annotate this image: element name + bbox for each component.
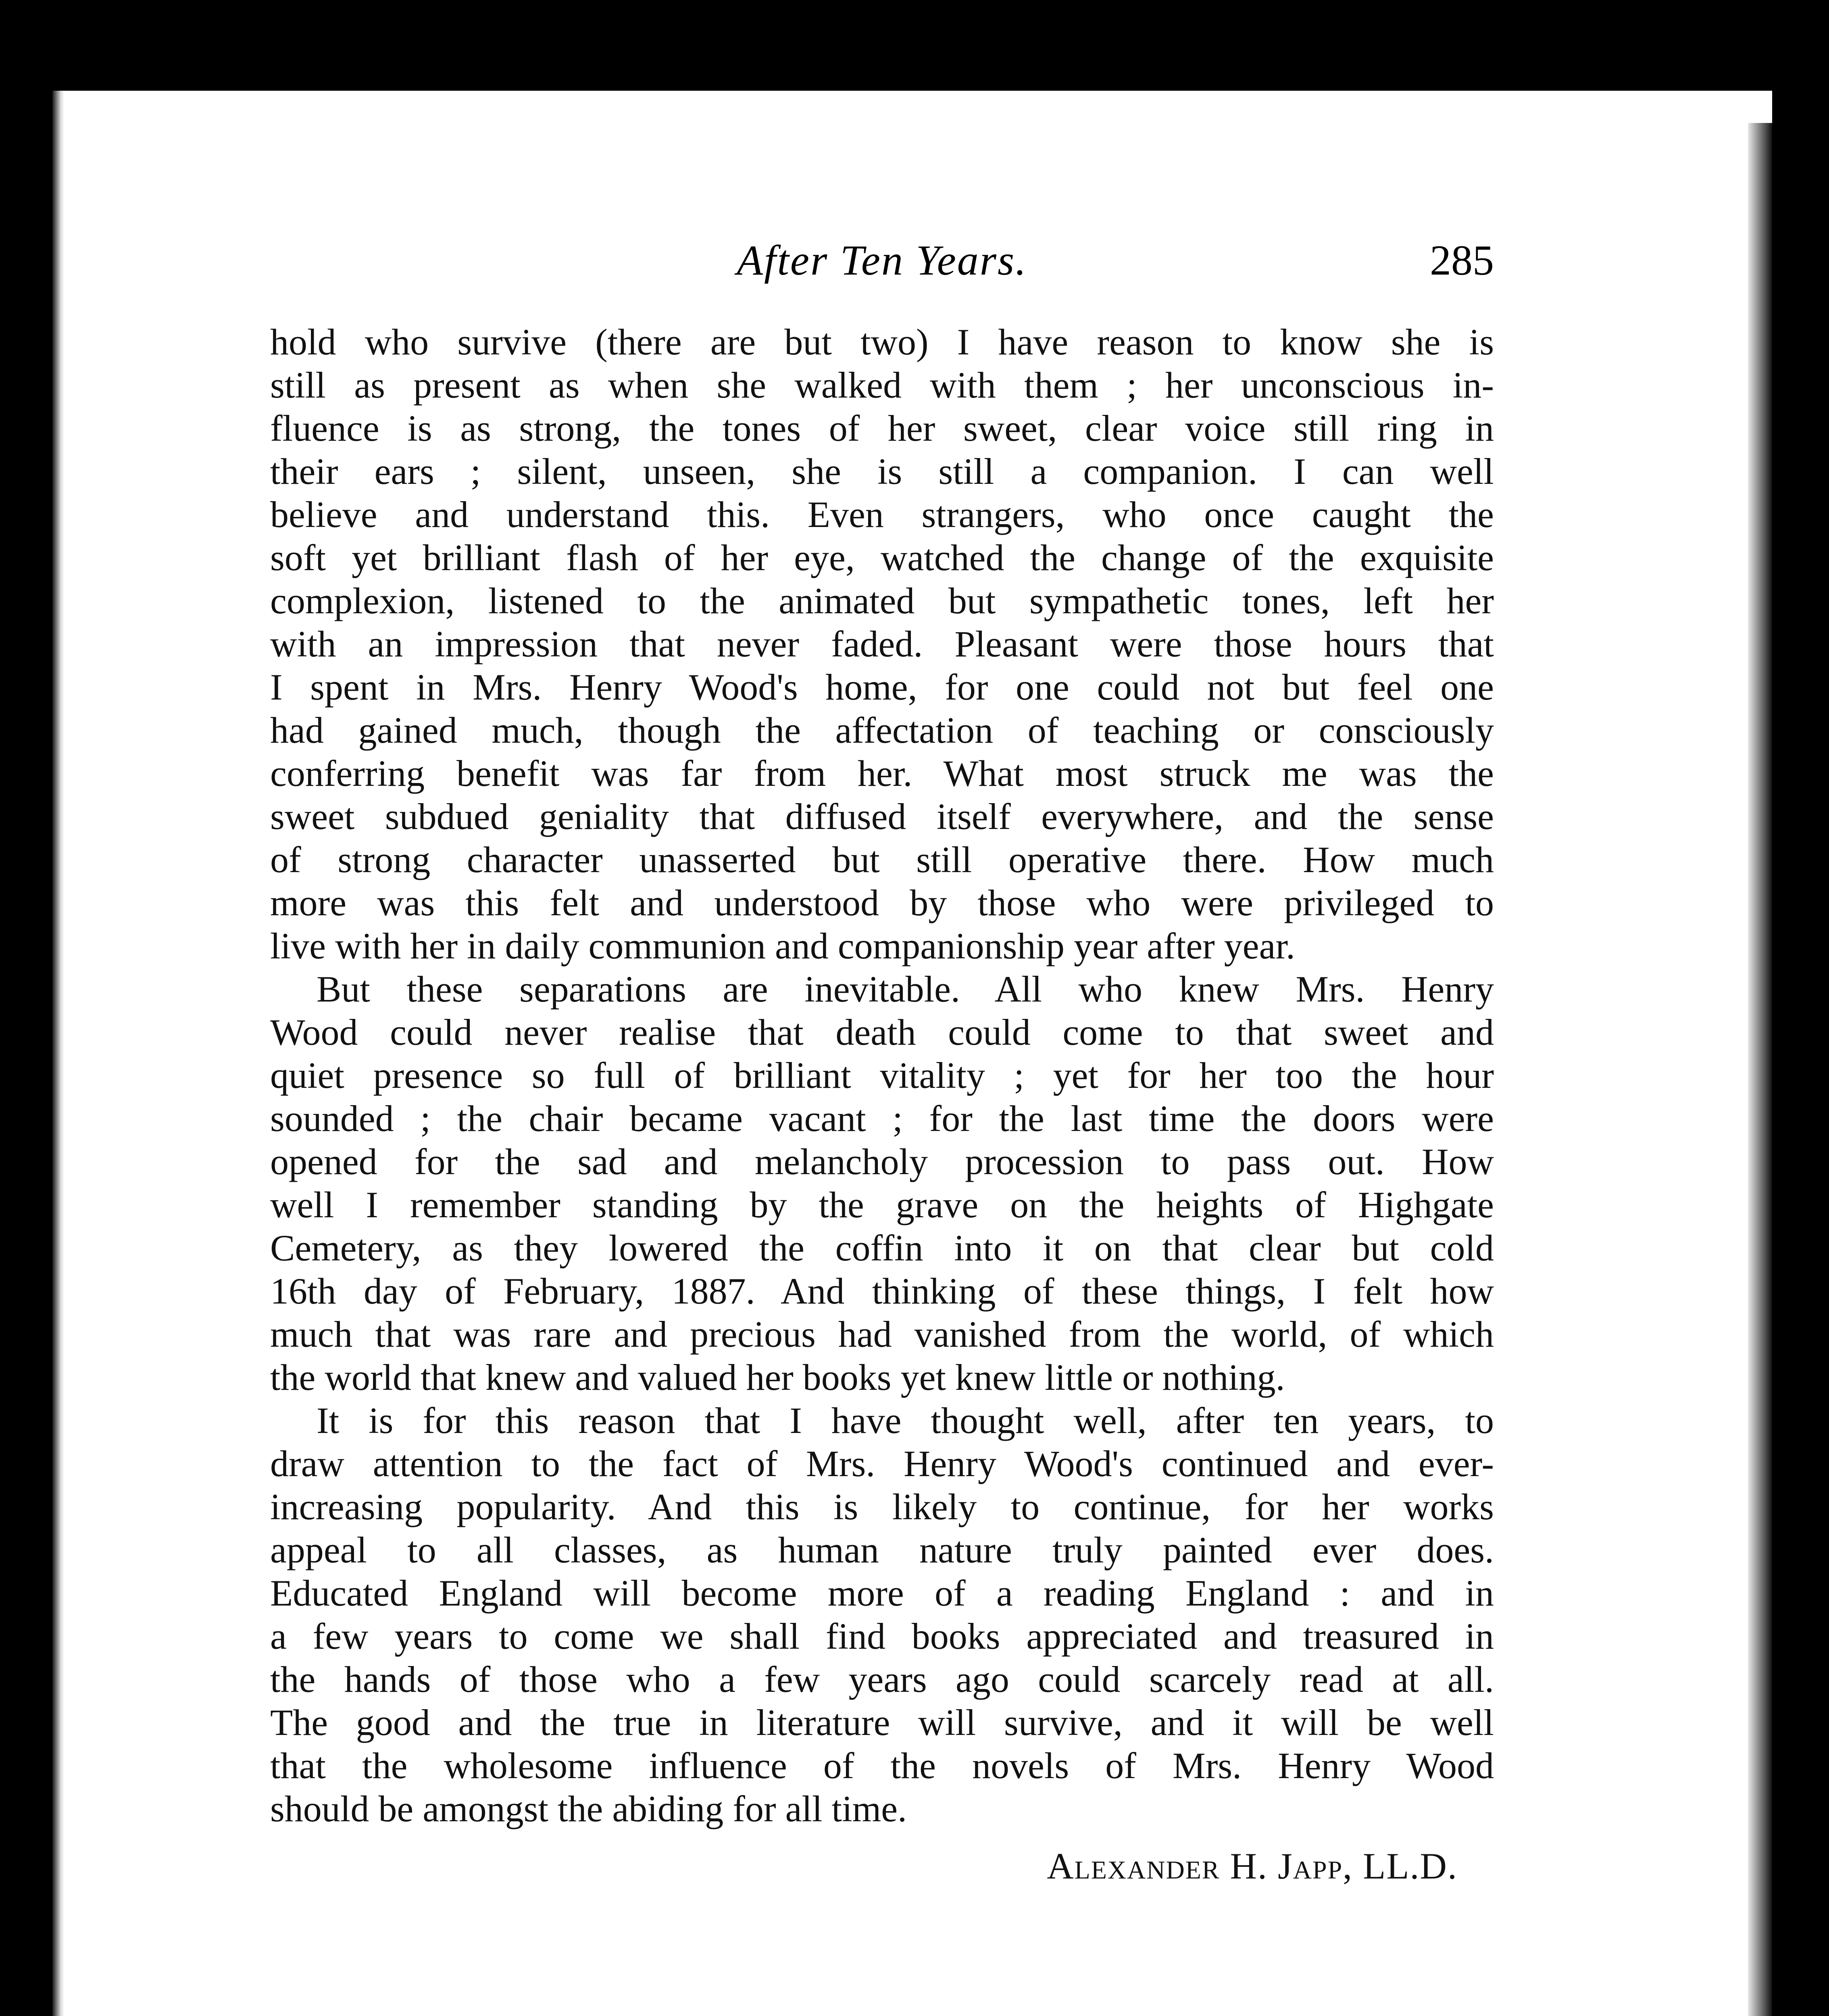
text-line: that the wholesome influence of the novels of Mrs. Henry Wood bbox=[270, 1745, 1494, 1786]
text-line: Cemetery, as they lowered the coffin into it on that clear but cold bbox=[270, 1227, 1494, 1268]
text-line: appeal to all classes, as human nature truly painted ever does. bbox=[270, 1529, 1494, 1570]
author-signature: Alexander H. Japp, LL.D. bbox=[1047, 1845, 1458, 1887]
page-gutter-shadow bbox=[52, 91, 65, 2016]
text-line: conferring benefit was far from her. What most struck me was the bbox=[270, 753, 1494, 794]
text-line: increasing popularity. And this is likely to continue, for her works bbox=[270, 1486, 1494, 1527]
text-line: much that was rare and precious had vanished from the world, of which bbox=[270, 1314, 1494, 1355]
text-line: draw attention to the fact of Mrs. Henry Wood's continued and ever- bbox=[270, 1443, 1494, 1484]
text-line: Educated England will become more of a reading England : and in bbox=[270, 1572, 1494, 1614]
page-edge-shadow bbox=[1748, 123, 1772, 2016]
text-line: fluence is as strong, the tones of her sweet, clear voice still ring in bbox=[270, 408, 1494, 449]
text-line: of strong character unasserted but still operative there. How much bbox=[270, 839, 1494, 880]
text-line: sweet subdued geniality that diffused itself everywhere, and the sense bbox=[270, 796, 1494, 837]
text-line: opened for the sad and melancholy procession to pass out. How bbox=[270, 1141, 1494, 1182]
text-line: sounded ; the chair became vacant ; for the last time the doors were bbox=[270, 1098, 1494, 1139]
article-body bbox=[270, 321, 1494, 1888]
text-line: had gained much, though the affectation of teaching or consciously bbox=[270, 710, 1494, 751]
text-line: live with her in daily communion and companionship year after year. bbox=[270, 925, 1296, 966]
text-line: more was this felt and understood by those who were privileged to bbox=[270, 882, 1494, 923]
text-line: I spent in Mrs. Henry Wood's home, for one could not but feel one bbox=[270, 666, 1494, 708]
text-line: should be amongst the abiding for all time. bbox=[270, 1788, 907, 1829]
text-line: quiet presence so full of brilliant vitality ; yet for her too the hour bbox=[270, 1055, 1494, 1096]
text-line: the hands of those who a few years ago could scarcely read at all. bbox=[270, 1659, 1494, 1700]
text-line: soft yet brilliant flash of her eye, watched the change of the exquisite bbox=[270, 537, 1494, 578]
text-line: still as present as when she walked with them ; her unconscious in- bbox=[270, 364, 1494, 406]
text-line: Wood could never realise that death could come to that sweet and bbox=[270, 1012, 1494, 1053]
text-line: their ears ; silent, unseen, she is still a companion. I can well bbox=[270, 451, 1494, 492]
text-line: believe and understand this. Even strangers, who once caught the bbox=[270, 494, 1494, 535]
page-number: 285 bbox=[1430, 237, 1494, 284]
text-line: the world that knew and valued her books yet knew little or nothing. bbox=[270, 1357, 1285, 1398]
text-line: 16th day of February, 1887. And thinking of these things, I felt how bbox=[270, 1270, 1494, 1312]
text-line: But these separations are inevitable. All who knew Mrs. Henry bbox=[317, 968, 1494, 1010]
text-line: hold who survive (there are but two) I have reason to know she is bbox=[270, 321, 1494, 362]
text-line: a few years to come we shall find books appreciated and treasured in bbox=[270, 1616, 1494, 1657]
text-line: complexion, listened to the animated but sympathetic tones, left her bbox=[270, 580, 1494, 621]
text-line: It is for this reason that I have thought well, after ten years, to bbox=[317, 1400, 1494, 1441]
page-header bbox=[270, 236, 1494, 312]
text-line: The good and the true in literature will survive, and it will be well bbox=[270, 1702, 1494, 1743]
running-head: After Ten Years. bbox=[737, 237, 1027, 284]
text-line: well I remember standing by the grave on the heights of Highgate bbox=[270, 1184, 1494, 1225]
text-line: with an impression that never faded. Pleasant were those hours that bbox=[270, 623, 1494, 664]
